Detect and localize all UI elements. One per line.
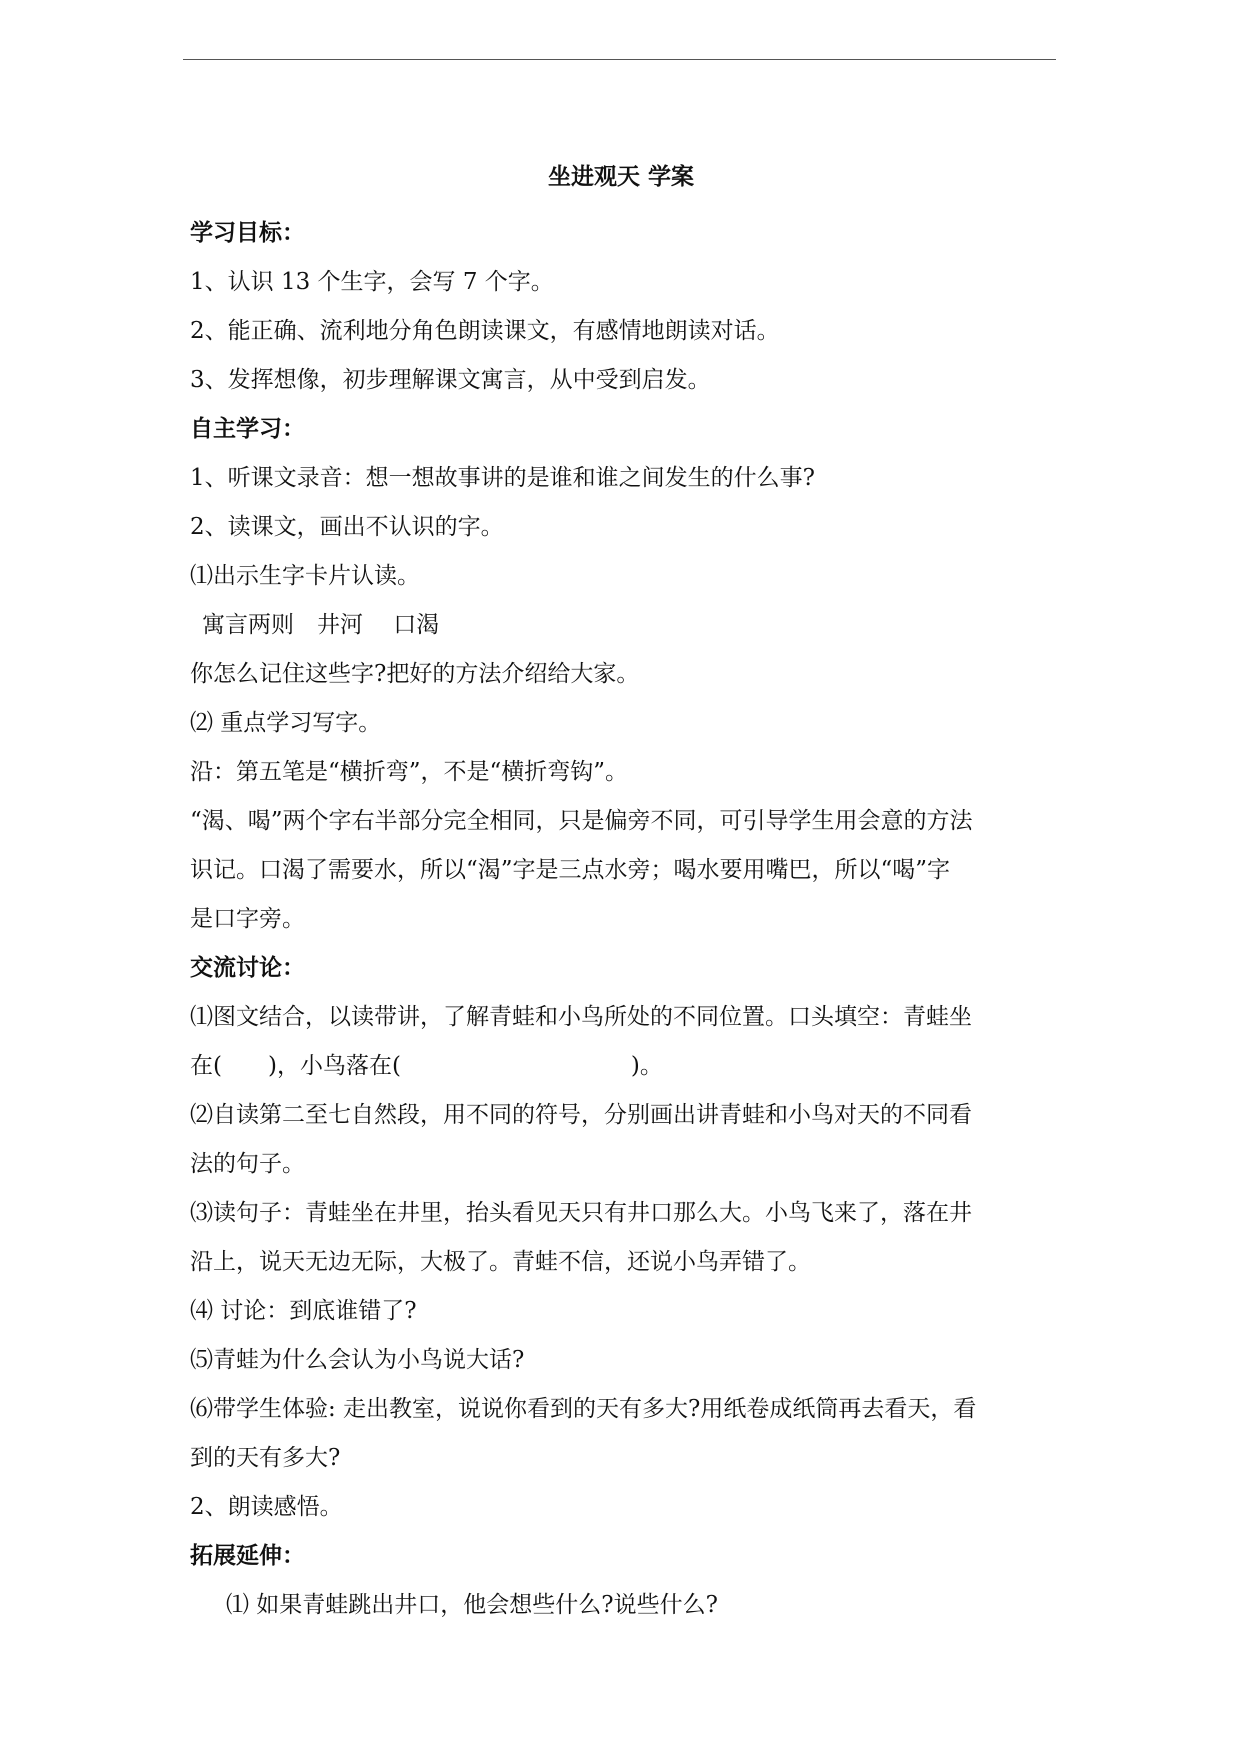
text-line: ⑹带学生体验: 走出教室，说说你看到的天有多大?用纸卷成纸筒再去看天，看	[190, 1396, 977, 1422]
section-heading: 自主学习：	[190, 416, 305, 442]
text-line: 识记。口渴了需要水，所以“渴”字是三点水旁；喝水要用嘴巴，所以“喝”字	[190, 857, 951, 883]
page-title: 坐进观天 学案	[547, 164, 694, 190]
section-heading: 交流讨论：	[190, 955, 305, 981]
text-line: ⑵自读第二至七自然段，用不同的符号，分别画出讲青蛙和小鸟对天的不同看	[190, 1102, 972, 1128]
text-line: 沿：第五笔是“横折弯”，不是“横折弯钩”。	[190, 759, 629, 785]
document-body	[190, 160, 1052, 1630]
text-line: 你怎么记住这些字?把好的方法介绍给大家。	[190, 661, 640, 687]
text-line: ⑶读句子：青蛙坐在井里，抬头看见天只有井口那么大。小鸟飞来了，落在井	[190, 1200, 972, 1226]
text-line: 3、发挥想像，初步理解课文寓言，从中受到启发。	[190, 367, 711, 393]
text-line: 到的天有多大?	[190, 1445, 341, 1471]
text-line: ⑴图文结合，以读带讲，了解青蛙和小鸟所处的不同位置。口头填空：青蛙坐	[190, 1004, 972, 1030]
text-line: 沿上，说天无边无际，大极了。青蛙不信，还说小鸟弄错了。	[190, 1249, 811, 1275]
document-lines	[190, 209, 1052, 1630]
text-line: 寓言两则 井河 口渴	[202, 612, 440, 638]
text-line: ⑷ 讨论：到底谁错了?	[190, 1298, 417, 1324]
text-line: ⑵ 重点学习写字。	[190, 710, 382, 736]
text-line: 在( )，小鸟落在( )。	[190, 1053, 663, 1079]
text-line: 2、能正确、流利地分角色朗读课文，有感情地朗读对话。	[190, 318, 780, 344]
text-line: 1、听课文录音：想一想故事讲的是谁和谁之间发生的什么事?	[190, 465, 815, 491]
text-line: 2、朗读感悟。	[190, 1494, 343, 1520]
text-line: 法的句子。	[190, 1151, 305, 1177]
section-heading: 学习目标：	[190, 220, 305, 246]
text-line: 1、认识 13 个生字，会写 7 个字。	[190, 269, 554, 295]
header-rule	[183, 59, 1056, 60]
text-line: ⑴ 如果青蛙跳出井口，他会想些什么?说些什么?	[226, 1592, 718, 1618]
section-heading: 拓展延伸：	[190, 1543, 305, 1569]
text-line: 是口字旁。	[190, 906, 305, 932]
text-line: ⑸青蛙为什么会认为小鸟说大话?	[190, 1347, 525, 1373]
text-line: ⑴出示生字卡片认读。	[190, 563, 420, 589]
text-line: 2、读课文，画出不认识的字。	[190, 514, 504, 540]
text-line: “渴、喝”两个字右半部分完全相同，只是偏旁不同，可引导学生用会意的方法	[190, 808, 973, 834]
